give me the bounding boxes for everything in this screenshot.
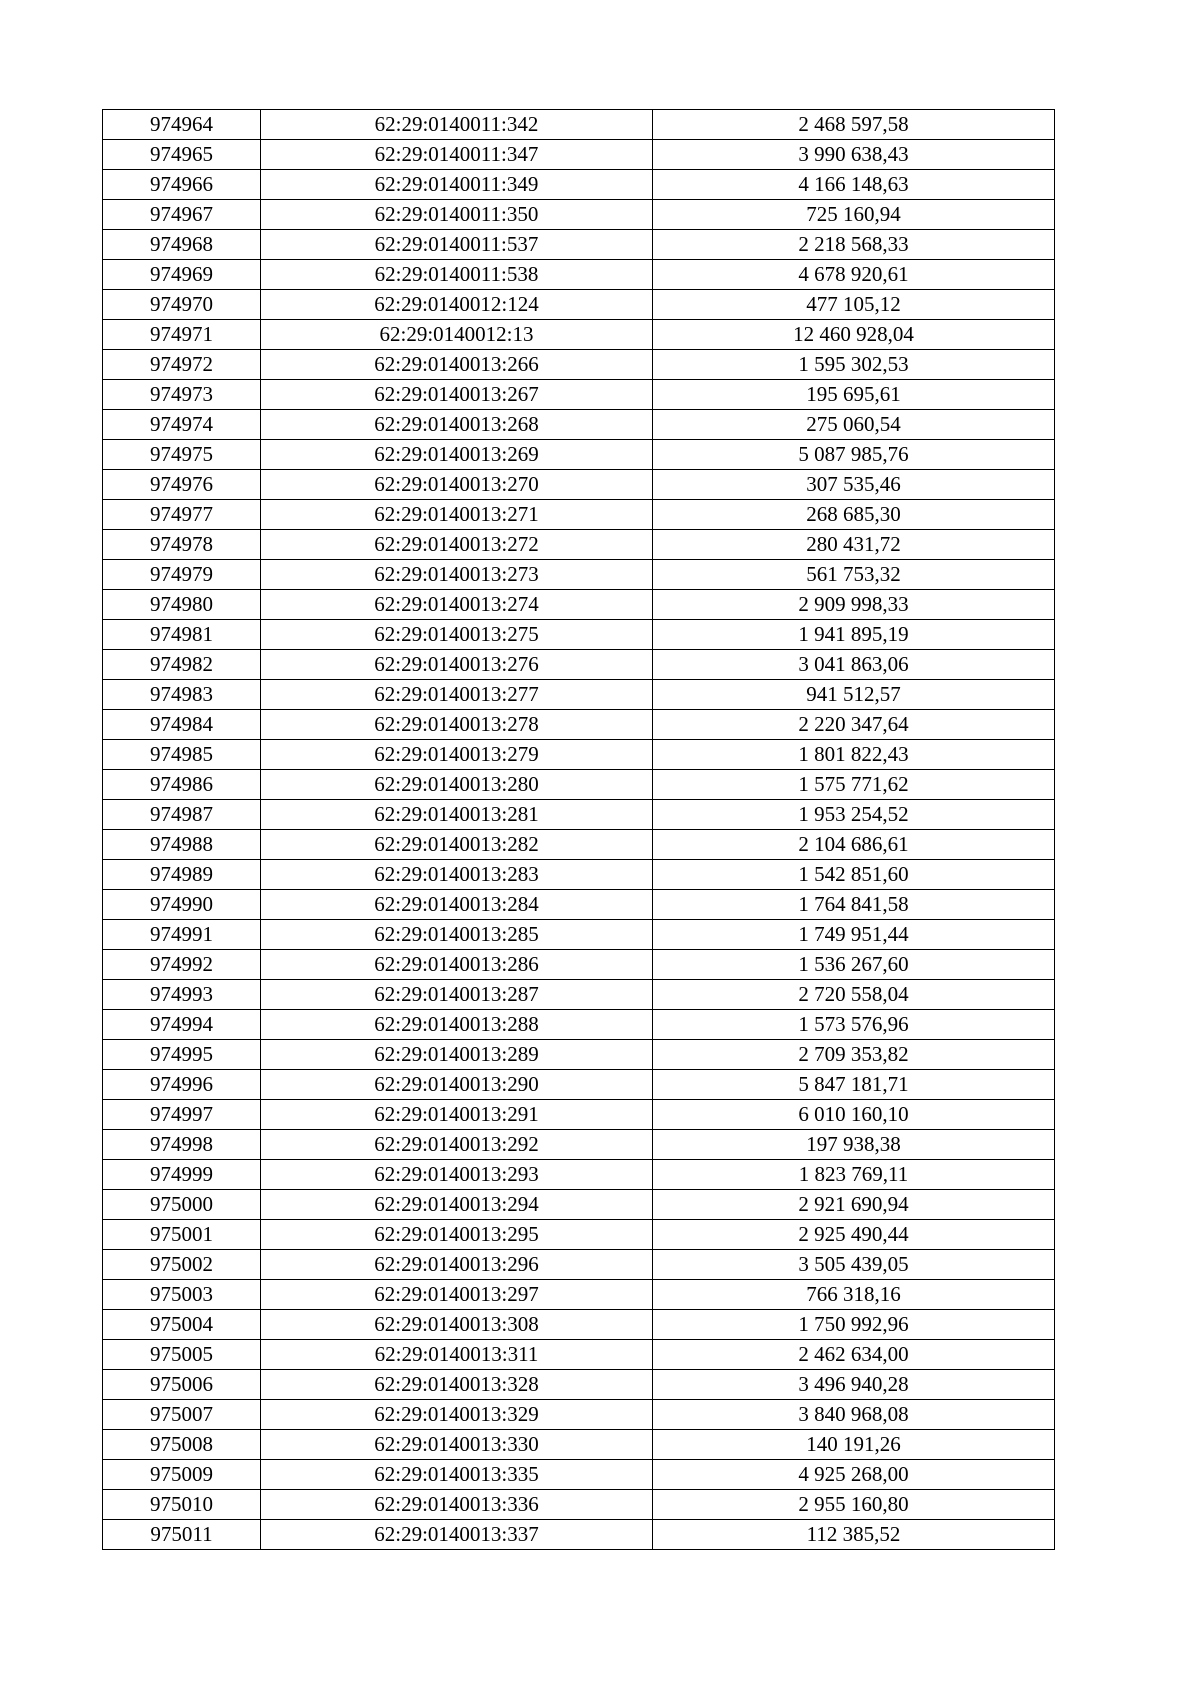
table-row (103, 800, 1055, 830)
cadastral-value-cell: 275 060,54 (653, 410, 1055, 440)
cadastral-value-cell: 3 496 940,28 (653, 1370, 1055, 1400)
cadastral-number-cell: 62:29:0140013:308 (261, 1310, 653, 1340)
table-row (103, 1460, 1055, 1490)
row-number-cell: 975000 (103, 1190, 261, 1220)
cadastral-value-cell: 268 685,30 (653, 500, 1055, 530)
cadastral-value-cell: 1 542 851,60 (653, 860, 1055, 890)
cadastral-value-cell: 2 720 558,04 (653, 980, 1055, 1010)
table-row (103, 1520, 1055, 1550)
row-number-cell: 975010 (103, 1490, 261, 1520)
cadastral-value-cell: 2 709 353,82 (653, 1040, 1055, 1070)
cadastral-value-cell: 12 460 928,04 (653, 320, 1055, 350)
row-number-cell: 974981 (103, 620, 261, 650)
cadastral-value-cell: 195 695,61 (653, 380, 1055, 410)
row-number-cell: 974968 (103, 230, 261, 260)
cadastral-number-cell: 62:29:0140013:335 (261, 1460, 653, 1490)
table-row (103, 530, 1055, 560)
row-number-cell: 974988 (103, 830, 261, 860)
cadastral-number-cell: 62:29:0140013:311 (261, 1340, 653, 1370)
cadastral-value-cell: 2 220 347,64 (653, 710, 1055, 740)
row-number-cell: 974967 (103, 200, 261, 230)
table-row (103, 1430, 1055, 1460)
cadastral-value-cell: 3 840 968,08 (653, 1400, 1055, 1430)
cadastral-value-cell: 1 941 895,19 (653, 620, 1055, 650)
cadastral-value-cell: 2 955 160,80 (653, 1490, 1055, 1520)
row-number-cell: 974973 (103, 380, 261, 410)
cadastral-number-cell: 62:29:0140013:290 (261, 1070, 653, 1100)
cadastral-number-cell: 62:29:0140013:273 (261, 560, 653, 590)
cadastral-number-cell: 62:29:0140013:278 (261, 710, 653, 740)
cadastral-value-cell: 2 909 998,33 (653, 590, 1055, 620)
row-number-cell: 974976 (103, 470, 261, 500)
row-number-cell: 974983 (103, 680, 261, 710)
cadastral-value-cell: 561 753,32 (653, 560, 1055, 590)
table-row (103, 410, 1055, 440)
row-number-cell: 974991 (103, 920, 261, 950)
row-number-cell: 975003 (103, 1280, 261, 1310)
cadastral-value-cell: 725 160,94 (653, 200, 1055, 230)
cadastral-value-cell: 3 505 439,05 (653, 1250, 1055, 1280)
cadastral-value-cell: 2 104 686,61 (653, 830, 1055, 860)
table-row (103, 350, 1055, 380)
cadastral-value-cell: 1 749 951,44 (653, 920, 1055, 950)
row-number-cell: 975007 (103, 1400, 261, 1430)
cadastral-number-cell: 62:29:0140013:293 (261, 1160, 653, 1190)
row-number-cell: 974972 (103, 350, 261, 380)
table-row (103, 470, 1055, 500)
row-number-cell: 974987 (103, 800, 261, 830)
cadastral-value-cell: 5 847 181,71 (653, 1070, 1055, 1100)
cadastral-value-cell: 1 573 576,96 (653, 1010, 1055, 1040)
cadastral-number-cell: 62:29:0140013:275 (261, 620, 653, 650)
row-number-cell: 974984 (103, 710, 261, 740)
cadastral-number-cell: 62:29:0140013:292 (261, 1130, 653, 1160)
cadastral-value-cell: 2 925 490,44 (653, 1220, 1055, 1250)
cadastral-value-cell: 1 823 769,11 (653, 1160, 1055, 1190)
cadastral-number-cell: 62:29:0140013:266 (261, 350, 653, 380)
cadastral-number-cell: 62:29:0140013:269 (261, 440, 653, 470)
table-row (103, 110, 1055, 140)
cadastral-number-cell: 62:29:0140013:284 (261, 890, 653, 920)
row-number-cell: 974971 (103, 320, 261, 350)
cadastral-value-cell: 197 938,38 (653, 1130, 1055, 1160)
cadastral-number-cell: 62:29:0140013:286 (261, 950, 653, 980)
cadastral-number-cell: 62:29:0140013:274 (261, 590, 653, 620)
table-row (103, 230, 1055, 260)
cadastral-number-cell: 62:29:0140013:271 (261, 500, 653, 530)
cadastral-value-cell: 280 431,72 (653, 530, 1055, 560)
cadastral-number-cell: 62:29:0140011:350 (261, 200, 653, 230)
cadastral-value-cell: 1 595 302,53 (653, 350, 1055, 380)
table-row (103, 260, 1055, 290)
row-number-cell: 975009 (103, 1460, 261, 1490)
table-row (103, 650, 1055, 680)
row-number-cell: 974985 (103, 740, 261, 770)
table-row (103, 1340, 1055, 1370)
row-number-cell: 974964 (103, 110, 261, 140)
table-row (103, 1070, 1055, 1100)
row-number-cell: 974977 (103, 500, 261, 530)
table-row (103, 740, 1055, 770)
table-row (103, 1490, 1055, 1520)
table-row (103, 1250, 1055, 1280)
row-number-cell: 975011 (103, 1520, 261, 1550)
cadastral-value-cell: 941 512,57 (653, 680, 1055, 710)
table-row (103, 290, 1055, 320)
table-row (103, 380, 1055, 410)
cadastral-number-cell: 62:29:0140012:13 (261, 320, 653, 350)
row-number-cell: 974965 (103, 140, 261, 170)
row-number-cell: 974989 (103, 860, 261, 890)
cadastral-number-cell: 62:29:0140013:282 (261, 830, 653, 860)
row-number-cell: 974992 (103, 950, 261, 980)
cadastral-value-cell: 1 801 822,43 (653, 740, 1055, 770)
cadastral-number-cell: 62:29:0140011:538 (261, 260, 653, 290)
cadastral-number-cell: 62:29:0140013:295 (261, 1220, 653, 1250)
cadastral-value-cell: 1 575 771,62 (653, 770, 1055, 800)
table-row (103, 1130, 1055, 1160)
cadastral-number-cell: 62:29:0140013:288 (261, 1010, 653, 1040)
row-number-cell: 975001 (103, 1220, 261, 1250)
table-row (103, 320, 1055, 350)
row-number-cell: 974978 (103, 530, 261, 560)
cadastral-number-cell: 62:29:0140013:337 (261, 1520, 653, 1550)
cadastral-number-cell: 62:29:0140013:270 (261, 470, 653, 500)
table-row (103, 980, 1055, 1010)
cadastral-number-cell: 62:29:0140013:296 (261, 1250, 653, 1280)
cadastral-number-cell: 62:29:0140013:283 (261, 860, 653, 890)
table-row (103, 440, 1055, 470)
row-number-cell: 974966 (103, 170, 261, 200)
cadastral-number-cell: 62:29:0140011:342 (261, 110, 653, 140)
row-number-cell: 974970 (103, 290, 261, 320)
cadastral-number-cell: 62:29:0140012:124 (261, 290, 653, 320)
cadastral-value-cell: 1 750 992,96 (653, 1310, 1055, 1340)
cadastral-number-cell: 62:29:0140013:281 (261, 800, 653, 830)
cadastral-number-cell: 62:29:0140013:330 (261, 1430, 653, 1460)
table-row (103, 200, 1055, 230)
table-row (103, 500, 1055, 530)
cadastral-number-cell: 62:29:0140013:272 (261, 530, 653, 560)
cadastral-number-cell: 62:29:0140013:267 (261, 380, 653, 410)
cadastral-number-cell: 62:29:0140013:291 (261, 1100, 653, 1130)
cadastral-number-cell: 62:29:0140013:294 (261, 1190, 653, 1220)
cadastral-value-cell: 112 385,52 (653, 1520, 1055, 1550)
cadastral-number-cell: 62:29:0140013:277 (261, 680, 653, 710)
row-number-cell: 975004 (103, 1310, 261, 1340)
row-number-cell: 974982 (103, 650, 261, 680)
row-number-cell: 974975 (103, 440, 261, 470)
cadastral-number-cell: 62:29:0140013:280 (261, 770, 653, 800)
table-row (103, 140, 1055, 170)
table-row (103, 1400, 1055, 1430)
table-row (103, 830, 1055, 860)
table-row (103, 1160, 1055, 1190)
cadastral-value-cell: 2 218 568,33 (653, 230, 1055, 260)
cadastral-number-cell: 62:29:0140013:279 (261, 740, 653, 770)
cadastral-value-cell: 2 468 597,58 (653, 110, 1055, 140)
table-row (103, 560, 1055, 590)
cadastral-value-cell: 2 921 690,94 (653, 1190, 1055, 1220)
cadastral-value-cell: 4 925 268,00 (653, 1460, 1055, 1490)
table-row (103, 1220, 1055, 1250)
cadastral-number-cell: 62:29:0140013:328 (261, 1370, 653, 1400)
cadastral-value-cell: 3 041 863,06 (653, 650, 1055, 680)
row-number-cell: 974999 (103, 1160, 261, 1190)
row-number-cell: 974998 (103, 1130, 261, 1160)
table-row (103, 860, 1055, 890)
row-number-cell: 974994 (103, 1010, 261, 1040)
cadastral-value-cell: 4 166 148,63 (653, 170, 1055, 200)
table-row (103, 1010, 1055, 1040)
table-row (103, 1370, 1055, 1400)
table-row (103, 1310, 1055, 1340)
table-row (103, 680, 1055, 710)
cadastral-value-cell: 766 318,16 (653, 1280, 1055, 1310)
row-number-cell: 974995 (103, 1040, 261, 1070)
row-number-cell: 974993 (103, 980, 261, 1010)
table-row (103, 770, 1055, 800)
cadastral-number-cell: 62:29:0140011:349 (261, 170, 653, 200)
row-number-cell: 974974 (103, 410, 261, 440)
row-number-cell: 975008 (103, 1430, 261, 1460)
cadastral-number-cell: 62:29:0140011:537 (261, 230, 653, 260)
row-number-cell: 975002 (103, 1250, 261, 1280)
cadastral-value-cell: 6 010 160,10 (653, 1100, 1055, 1130)
row-number-cell: 974986 (103, 770, 261, 800)
cadastral-value-cell: 3 990 638,43 (653, 140, 1055, 170)
table-row (103, 890, 1055, 920)
cadastral-value-cell: 1 953 254,52 (653, 800, 1055, 830)
row-number-cell: 975006 (103, 1370, 261, 1400)
table-row (103, 950, 1055, 980)
row-number-cell: 974969 (103, 260, 261, 290)
cadastral-number-cell: 62:29:0140013:285 (261, 920, 653, 950)
table-row (103, 1280, 1055, 1310)
cadastral-number-cell: 62:29:0140013:287 (261, 980, 653, 1010)
table-body (103, 110, 1055, 1550)
table-row (103, 1190, 1055, 1220)
table-row (103, 170, 1055, 200)
row-number-cell: 974980 (103, 590, 261, 620)
cadastral-value-cell: 140 191,26 (653, 1430, 1055, 1460)
row-number-cell: 974979 (103, 560, 261, 590)
row-number-cell: 975005 (103, 1340, 261, 1370)
cadastral-number-cell: 62:29:0140013:289 (261, 1040, 653, 1070)
table-row (103, 920, 1055, 950)
cadastral-value-cell: 5 087 985,76 (653, 440, 1055, 470)
row-number-cell: 974990 (103, 890, 261, 920)
table-row (103, 620, 1055, 650)
cadastral-value-cell: 307 535,46 (653, 470, 1055, 500)
cadastral-value-cell: 4 678 920,61 (653, 260, 1055, 290)
cadastral-number-cell: 62:29:0140013:276 (261, 650, 653, 680)
cadastral-number-cell: 62:29:0140013:297 (261, 1280, 653, 1310)
row-number-cell: 974996 (103, 1070, 261, 1100)
table-row (103, 590, 1055, 620)
table-row (103, 710, 1055, 740)
cadastral-number-cell: 62:29:0140013:336 (261, 1490, 653, 1520)
cadastral-value-cell: 1 536 267,60 (653, 950, 1055, 980)
cadastral-value-table (102, 109, 1055, 1550)
cadastral-number-cell: 62:29:0140013:329 (261, 1400, 653, 1430)
cadastral-value-cell: 2 462 634,00 (653, 1340, 1055, 1370)
table-row (103, 1040, 1055, 1070)
cadastral-number-cell: 62:29:0140013:268 (261, 410, 653, 440)
cadastral-value-cell: 477 105,12 (653, 290, 1055, 320)
cadastral-value-cell: 1 764 841,58 (653, 890, 1055, 920)
cadastral-number-cell: 62:29:0140011:347 (261, 140, 653, 170)
row-number-cell: 974997 (103, 1100, 261, 1130)
table-row (103, 1100, 1055, 1130)
